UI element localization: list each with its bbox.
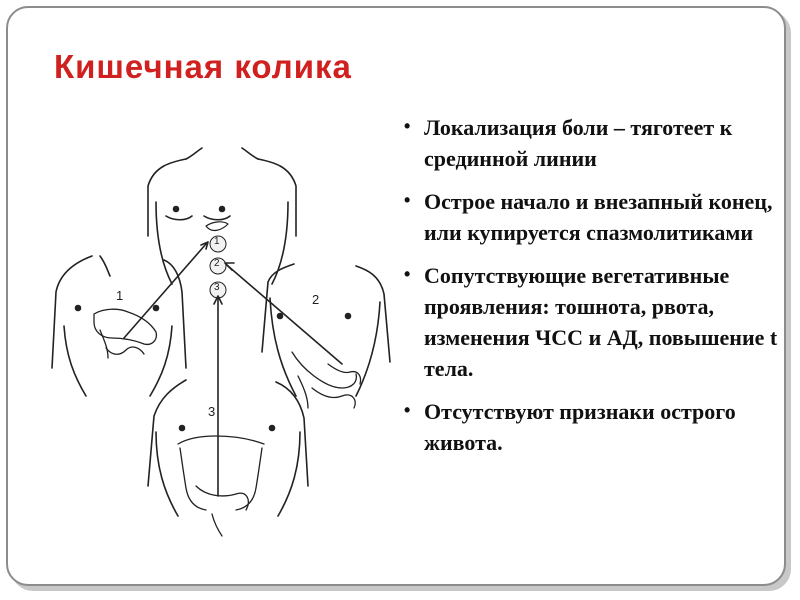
- radiation-arrows: [124, 242, 342, 496]
- figure-label-2: 2: [312, 292, 320, 307]
- zone-label-3: 3: [214, 282, 220, 293]
- torso-pain-radiation-illustration: [46, 126, 398, 546]
- slide-title: Кишечная колика: [54, 48, 352, 85]
- figure-label-3: 3: [208, 404, 216, 419]
- zone-label-2: 2: [214, 258, 220, 269]
- bullet-item: • Острое начало и внезапный конец, или купируется спазмолитиками: [404, 186, 784, 248]
- bullet-item: • Локализация боли – тяготеет к срединной линии: [404, 112, 784, 174]
- slide: [6, 6, 786, 586]
- figure-right: [262, 264, 390, 408]
- figure-label-1: 1: [116, 288, 124, 303]
- bullet-list: [404, 112, 784, 470]
- figure-left: [52, 256, 186, 396]
- bullet-item: • Сопутствующие вегетативные проявления: тошнота, рвота, изменения ЧСС и АД, повышение t тела.: [404, 260, 784, 384]
- figure-bottom: [148, 380, 308, 536]
- torso-diagram: [46, 126, 398, 546]
- bullet-item: • Отсутствуют признаки острого живота.: [404, 396, 784, 458]
- zone-label-1: 1: [214, 236, 220, 247]
